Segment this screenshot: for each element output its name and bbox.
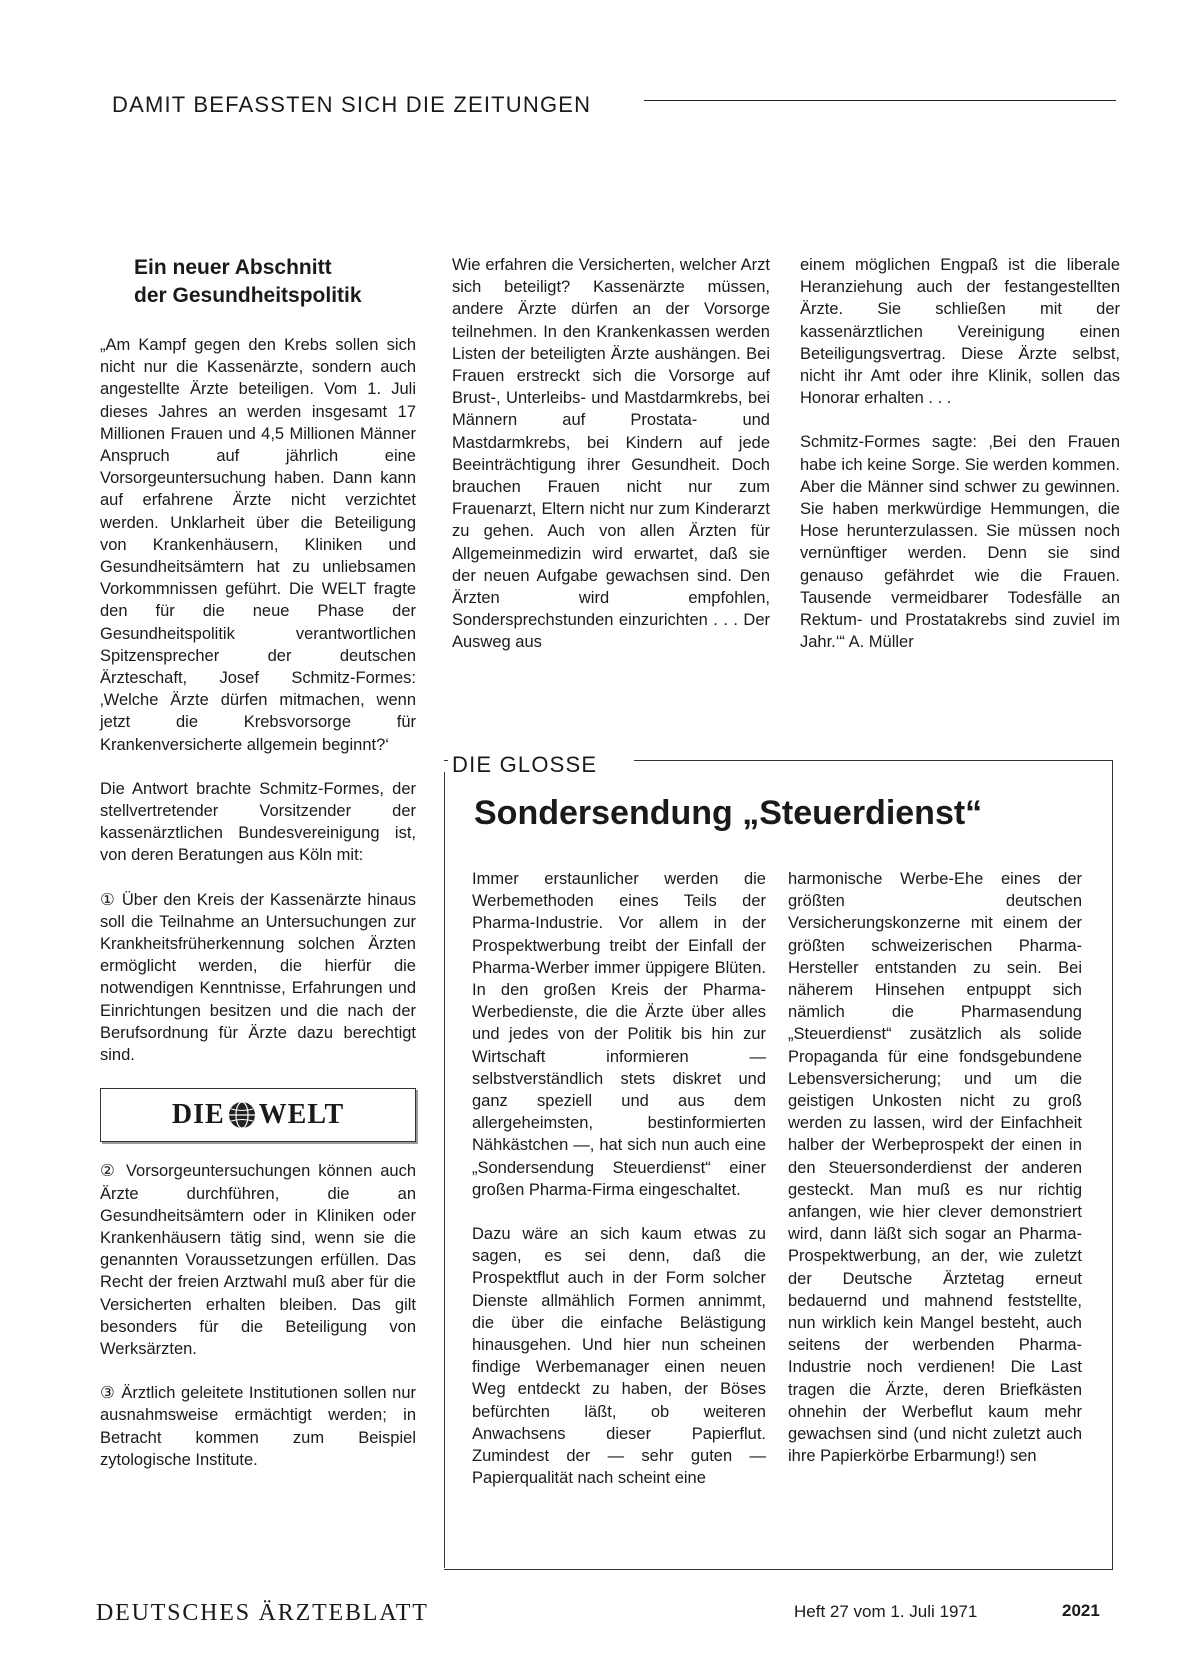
glosse-column-right (788, 868, 1082, 1467)
headline-line-2: der Gesundheitspolitik (134, 284, 362, 307)
article-paragraph: ③ Ärztlich geleitete Institutionen sollen nur ausnahmsweise ermächtigt werden; in Betracht kommen zum Beispiel zytologische Institute. (100, 1384, 416, 1469)
article-paragraph: einem möglichen Engpaß ist die liberale Heranziehung auch der festangestellten Ärzte. Sie schließen mit der kassenärztlichen Vereinigung einen Beteiligungsvertrag. Diese Ärzte selbst, nicht ihr Amt oder ihre Klinik, sollen das Honorar erhalten . . . (800, 256, 1120, 408)
headline-line-1: Ein neuer Abschnitt (134, 256, 332, 279)
article-paragraph-text: Schmitz-Formes sagte: ‚Bei den Frauen habe ich keine Sorge. Sie werden kommen. Aber die Männer sind schwer zu gewinnen. Sie haben merkwürdige Hemmungen, die Hose herunterzulassen. Sie müssen noch vernünftiger werden. Denn sie sind genauso gefährdet wie die Frauen. Tausende vermeidbarer Todesfälle an Rektum- und Prostatakrebs sind zuviel im Jahr.‘“ (800, 433, 1120, 652)
glosse-paragraph (788, 868, 1082, 1467)
logo-text-die: DIE (171, 1099, 225, 1131)
glosse-paragraph: Dazu wäre an sich kaum etwas zu sagen, es sei denn, daß die Prospektflut auch in der Form solcher Dienste allmählich Formen annimmt, die über die einfache Belästigung hinausgehen. Und hier nun scheinen findige Werbemanager einen neuen Weg entdeckt zu haben, der Böses befürchten läßt, ob weiteren Anwachsens dieser Papierflut. Zumindest der — sehr guten — Papierqualität nach scheint eine (472, 1225, 766, 1488)
globe-icon (227, 1100, 257, 1130)
article-author: A. Müller (848, 633, 914, 652)
article-paragraph: Wie erfahren die Versicherten, welcher Arzt sich beteiligt? Kassenärzte müssen, andere Ärzte dürfen an der Vorsorge teilnehmen. In den Krankenkassen werden Listen der beteiligten Ärzte aushängen. Bei Frauen erstreckt sich die Vorsorge auf Brust-, Unterleibs- und Mastdarmkrebs, bei Männern auf Prostata- und Mastdarmkrebs, bei Kindern auf jede Beeinträchtigung ihrer Gesundheit. Doch brauchen Frauen nicht nur zum Frauenarzt, Eltern nicht nur zum Kinderarzt zu gehen. Auch von allen Ärzten für Allgemeinmedizin wird erwartet, daß sie der neuen Aufgabe gewachsen sind. Den Ärzten wird empfohlen, Sondersprechstunden einzurichten . . . Der Ausweg aus (452, 256, 770, 652)
article-paragraph: Die Antwort brachte Schmitz-Formes, der stellvertretender Vorsitzender der kassenärztlichen Bundesvereinigung ist, von deren Beratungen aus Köln mit: (100, 779, 416, 865)
glosse-paragraph: Immer erstaunlicher werden die Werbemethoden eines Teils der Pharma-Industrie. Vor allem in der Prospektwerbung treibt der Einfall der Pharma-Werber immer üppigere Blüten. In den großen Kreis der Pharma-Werbedienste, die die Ärzte über alles und jedes von der Politik bis hin zur Wirtschaft informieren — selbstverständlich stets diskret und ganz speziell und aus dem allergeheimsten, bestinformierten Nähkästchen —, hat sich nun auch eine „Sondersendung Steuerdienst“ einer großen Pharma-Firma eingeschaltet. (472, 870, 766, 1199)
glosse-title: Sondersendung „Steuerdienst“ (474, 794, 983, 832)
glosse-author: sen (1009, 1447, 1037, 1466)
footer-journal-name: DEUTSCHES ÄRZTEBLATT (96, 1600, 429, 1626)
glosse-column-left (472, 868, 766, 1489)
article-paragraph: ① Über den Kreis der Kassenärzte hinaus soll die Teilnahme an Untersuchungen zur Krankheitsfrüherkennung solchen Ärzten ermöglicht werden, die hierfür die notwendigen Kenntnisse, Erfahrungen und Einrichtungen besitzen und die nach der Berufsordnung für Ärzte dazu berechtigt sind. (100, 890, 416, 1065)
header-rule (644, 100, 1116, 101)
glosse-label: DIE GLOSSE (452, 752, 598, 777)
article-headline (134, 254, 416, 310)
article-paragraph (800, 431, 1120, 653)
glosse-frame-left (444, 772, 445, 1568)
article-column-left (100, 254, 416, 1471)
logo-text-welt: WELT (258, 1099, 345, 1131)
footer-issue: Heft 27 vom 1. Juli 1971 (794, 1602, 978, 1621)
glosse-paragraph-text: harmonische Werbe-Ehe eines der größten deutschen Versicherungskonzerne mit einem der größten schweizerischen Pharma-Hersteller entstanden zu sein. Bei näherem Hinsehen entpuppt sich nämlich die Pharmasendung „Steuerdienst“ zusätzlich als solide Propaganda für eine fondsgebundene Lebensversicherung; und um die geistigen Unkosten nicht zu groß werden zu lassen, wird der Einfachheit halber der Werbeprospekt der einen in den Steuersonderdienst der anderen gesteckt. Man muß es nur richtig anfangen, wie hier clever demonstriert wird, dann läßt sich sogar an Pharma-Prospektwerbung, an der, wie zuletzt der Deutsche Ärztetag erneut bedauernd und mahnend feststellte, nun wirklich kein Mangel besteht, auch seitens der werbenden Pharma-Industrie noch verdienen! Die Last tragen die Ärzte, deren Briefkästen ohnehin der Werbeflut kaum mehr gewachsen sind (und nicht zuletzt auch ihre Papierkörbe Erbarmung!) (788, 870, 1082, 1466)
article-column-right (800, 254, 1120, 653)
page-number: 2021 (1062, 1601, 1100, 1620)
die-welt-logo (100, 1088, 416, 1142)
article-paragraph: ② Vorsorgeuntersuchungen können auch Ärzte durchführen, die an Gesundheitsämtern oder in Kliniken oder Krankenhäusern tätig sind, wenn sie die genannten Voraussetzungen erfüllen. Das Recht der freien Arztwahl muß aber für die Versicherten erhalten bleiben. Das gilt besonders für die Beteiligung von Werksärzten. (100, 1162, 416, 1358)
article-paragraph: „Am Kampf gegen den Krebs sollen sich nicht nur die Kassenärzte, sondern auch angestellte Ärzte beteiligen. Vom 1. Juli dieses Jahres an werden insgesamt 17 Millionen Frauen und 4,5 Millionen Männer Anspruch auf jährlich eine Vorsorgeuntersuchung haben. Dann kann auf erfahrene Ärzte nicht verzichtet werden. Unklarheit über die Beteiligung von Krankenhäusern, Kliniken und Gesundheitsämtern hat zu unliebsamen Vorkommnissen geführt. Die WELT fragte den für die neue Phase der Gesundheitspolitik verantwortlichen Spitzensprecher der deutschen Ärzteschaft, Josef Schmitz-Formes: ‚Welche Ärzte dürfen mitmachen, wenn jetzt die Krebsvorsorge für Krankenversicherte allgemein beginnt?‘ (100, 336, 416, 754)
article-column-middle (452, 254, 770, 654)
section-header: DAMIT BEFASSTEN SICH DIE ZEITUNGEN (112, 92, 592, 117)
